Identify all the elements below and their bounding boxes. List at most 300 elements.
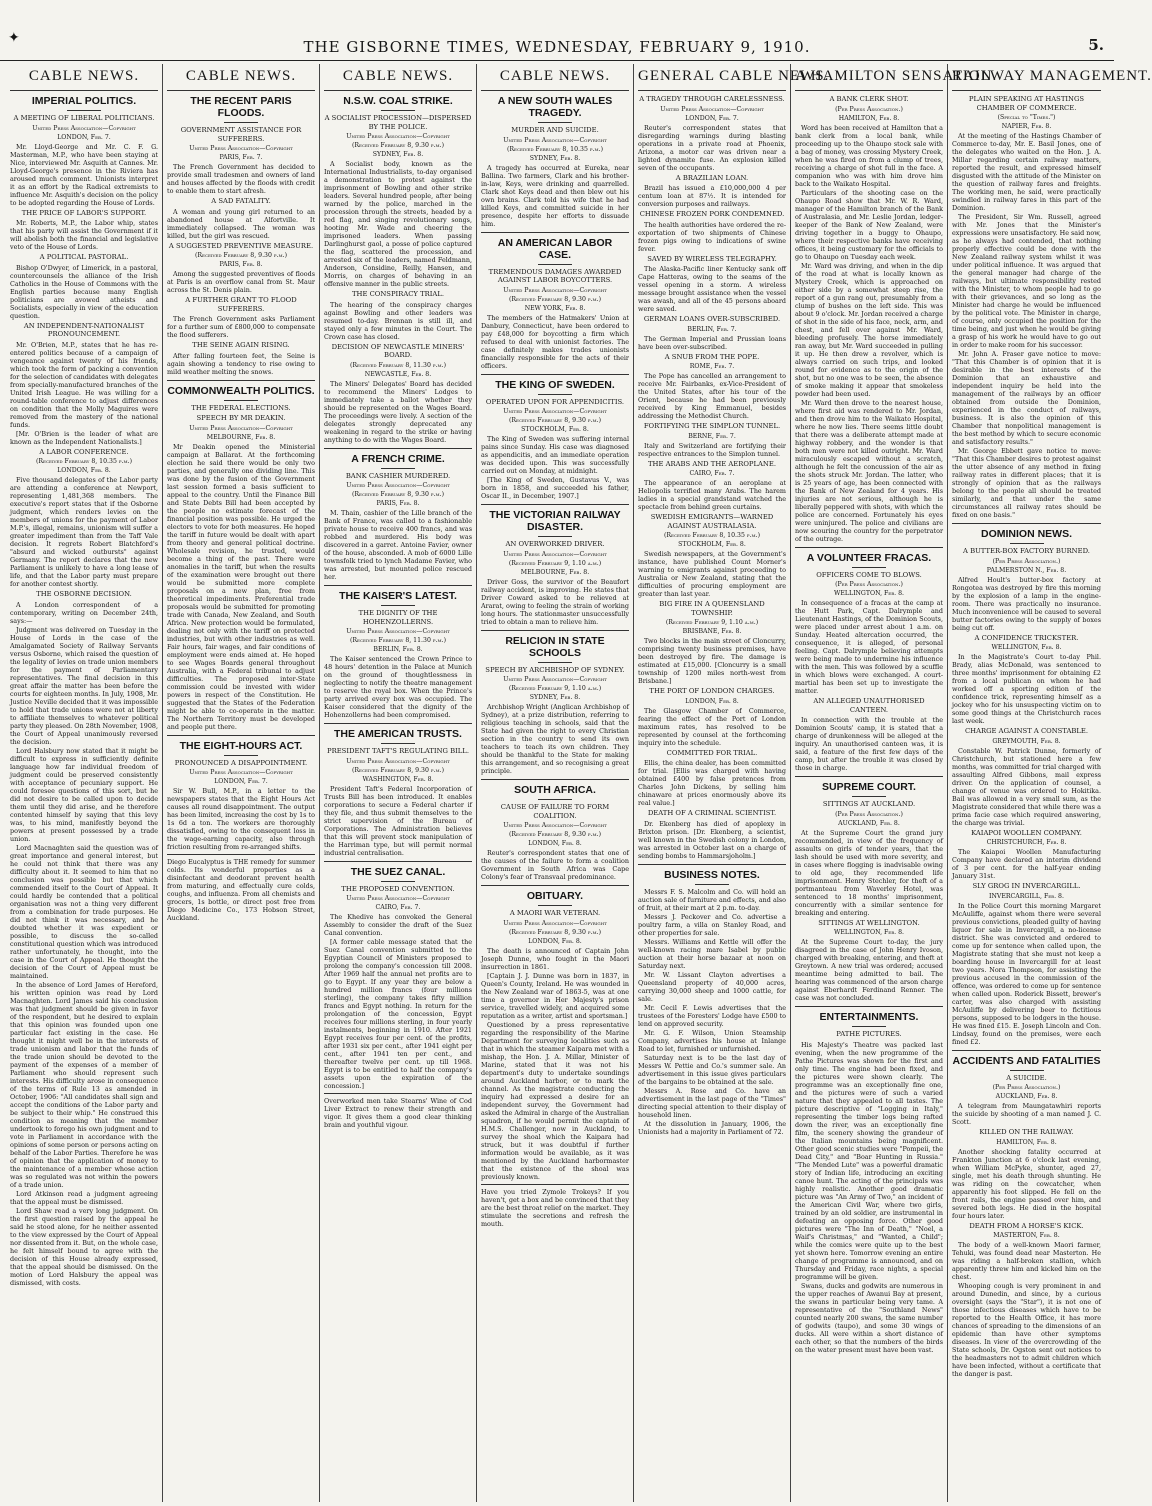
headline-rule [1010,543,1044,544]
dateline: United Press Association—Copyright [503,676,607,683]
subheading: DEATH FROM A HORSE'S KICK. [969,1221,1084,1230]
paragraph: The Khedive has convoked the General Assembly to consider the draft of the Suez Canal convention. [324,913,472,937]
column-7 [948,64,1152,1502]
dateline: (Received February 8, 11.30 p.m.) [349,361,447,369]
dateline: United Press Association—Copyright [346,482,450,489]
paragraph: The Miners' Delegates' Board has decided to recommend the Miners' Lodges to immediately take a ballot whether they should be represented on the Wages Board. The proceedings were lively. A section of the delegates strongly deprecated any weakening in regard to the strike or having anything to do with the Wages Board. [324,379,472,444]
paragraph: Judgment was delivered on Tuesday in the House of Lords in the case of the Amalgamated Society of Railway Servants versus Osborne, which raised the question of the legality of levies on trade union members for the payment of Parliamentary representatives. The final decision in this great affair the matter has been before the courts for eighteen months. In July, 1908, Mr. Justice Neville decided that it was impossible to hold that trade unions were not at liberty to affiliate themselves to whatever political party they pleased. On 28th November, 1908, the Court of Appeal unanimously reversed the decision. [10,625,158,746]
dateline: United Press Association—Copyright [503,286,607,294]
column-body [10,95,158,1287]
subheading: A LABOR CONFERENCE. [39,447,129,456]
headline-rule [381,605,415,606]
dateline: STOCKHOLM, Feb. 8. [521,426,589,433]
column-header: CABLE NEWS. [481,64,629,91]
headline-rule [695,884,729,885]
dateline: HAMILTON, Feb. 8. [996,1138,1057,1146]
dateline: (Received February 8, 9.30 p.m.) [351,142,445,149]
article-divider [481,232,629,233]
dateline: CAIRO, Feb. 7. [375,904,421,911]
paragraph: The health authorities have ordered the re-exportation of two shipments of Chinese frozen pigs owing to indications of swine fever. [638,220,786,253]
paragraph: The body of a well-known Maori farmer, Tehuki, was found dead near Masterton. He was riding a half-broken stallion, which apparently threw him and kicked him on the chest. [952,1241,1101,1281]
dateline: (Received February 8, 9.30 p.m.) [194,252,288,259]
paragraph: Mr. W. Lissant Clayton advertises a Queensland property of 40,000 acres, carrying 30,000 sheep and 1000 cattle, for sale. [638,970,786,1003]
subheading: SITTINGS AT AUCKLAND. [822,800,916,808]
subheading: THE PRICE OF LABOR'S SUPPORT. [21,208,147,217]
dateline: BRISBANE, Feb. 8. [682,628,742,635]
dateline: United Press Association—Copyright [32,124,136,132]
dateline: MELBOURNE, Feb. 8. [520,568,590,576]
advertisement: Overworked men take Stearns' Wine of Cod Liver Extract to renew their strength and vigor. It gives them a good clear thinking brain and youthful vigour. [324,1093,472,1129]
article-divider [795,1006,943,1007]
subheading: MURDER AND SUICIDE. [511,126,599,134]
dateline: (Received February 8, 9.30 p.m.) [508,928,602,936]
headline-rule [538,536,572,537]
subheading: DECISION OF NEWCASTLE MINERS' BOARD. [331,342,465,359]
subheading: BANK CASHIER MURDERED. [345,471,451,480]
subheading: THE ARABS AND THE AEROPLANE. [647,459,776,468]
paragraph: The members of the Hatmakers' Union at Danbury, Connecticut, have been ordered to pay £48,000 for boycotting a firm which refused to deal with unionist factories. The case definitely makes trades unionists financially responsible for the acts of their officers. [481,313,629,370]
headline-rule [381,468,415,469]
dateline: HAMILTON, Feb. 8. [838,114,900,122]
subheading: A BUTTER-BOX FACTORY BURNED. [963,547,1090,555]
paragraph: Sir W. Bull, M.P., in a letter to the newspapers states that the Eight Hours Act causes all round disappointment. The output has been limited, increasing the cost by 1s to 1s 6d a ton. The workers are thoroughly dissatisfied, owing to the consequent loss in the wage-earning capacity, also through friction resulting from re-arranged shifts. [167,787,315,851]
dateline: United Press Association—Copyright [346,895,450,902]
article-divider [167,380,315,381]
paragraph: Five thousand delegates of the Labor party are attending a conference at Newport, representing 1,481,368 members. The executive's report states that if the Osborne judgment, which renders levies on the members of unions for the payment of Labor M.P.'s, illegal, remains, unionism will suffer a greater impediment than from the Taff Vale decision. It regrets Robert Blatchford's "absurd and wicked outbursts" against Germany. The report declares that the new Parliament is unlikely to have a long lease of life, and that the Labor party must prepare for another contest shortly. [10,476,158,588]
article-divider [167,735,315,736]
subheading: OPERATED UPON FOR APPENDICITIS. [485,397,625,406]
paragraph: Italy and Switzerland are fortifying their respective entrances to the Simplon tunnel. [638,441,786,458]
subheading: GOVERNMENT ASSISTANCE FOR SUFFERERS. [180,126,302,143]
paragraph: Mr. Ward was driving, and when in the dip of the road at what is locally known as Mystery Creek, which is approached on either side by a somewhat steep rise, the report of a gun rang out, presumably from a clump of bushes on the left side. This was about 9 o'clock. Mr. Jordan received a charge of shot in the side of his face, neck, arm, and chest, and fell over against Mr. Ward, bleeding profusely. The horse immediately ran away, but Mr. Ward succeeded in pulling it up. He then drew a revolver, which is always carried on such trips, and looked round for evidence as to the origin of the shot, but no one was to be seen, the absence of smoke making it appear that smokeless powder had been used. [795,261,943,398]
headline: N.S.W. COAL STRIKE. [343,95,453,107]
subheading: A BRAZILIAN LOAN. [675,173,749,182]
paragraph: Mr. John A. Fraser gave notice to move: "That this Chamber is of opinion that it is desirable in the best interests of the Dominion that an exhaustive and independent inquiry be held into the management of the railways by an officer obtained from outside the Dominion, experienced in the conduct of railways, business. It is also the opinion of this Chamber that nonpolitical management is the best method by which to secure economic and satisfactory results." [952,350,1101,446]
paragraph: At the Supreme Court to-day, the jury disagreed in the case of John Henry Ivoson, charged with breaking, entering, and theft at Greytown. A new trial was ordered; accused meantime being admitted to bail. The hearing was commenced of the arson charge against Eberhardt Ferdinand Renner. The case was not concluded. [795,938,943,1002]
subheading: BIG FIRE IN A QUEENSLAND TOWNSHIP. [659,600,765,617]
paragraph: Saturday next is to be the last day of Messrs W. Pettie and Co.'s summer sale. An advertisement in this issue gives particulars of the bargains to be obtained at the sale. [638,1053,786,1086]
subheading: THE DIGNITY OF THE HOHENZOLLERNS. [358,609,438,626]
dateline: PARIS, Feb. 8. [219,261,263,268]
paragraph: The French Government has decided to provide small tradesmen and owners of land and houses affected by the floods with credit to enable them to start afresh. [167,163,315,195]
article-divider [324,861,472,862]
dateline: WELLINGTON, Feb. 8. [991,644,1062,651]
paragraph: The death is announced of Captain John Joseph Dunne, who fought in the Maori insurrection in 1861. [481,946,629,971]
paragraph: Mr. Roberts, M.P., the Labor whip, states that his party will assist the Government if it will abolish both the financial and legislative veto of the House of Lords. [10,219,158,251]
paragraph: [The King of Sweden, Gustavus V., was born in 1858, and succeeded his father, Oscar II., in December, 1907.] [481,476,629,500]
subheading: CHINESE FROZEN PORK CONDEMNED. [639,210,785,218]
dateline: CHRISTCHURCH, Feb. 8. [986,839,1067,846]
subheading: PRONOUNCED A DISAPPOINTMENT. [174,758,308,767]
article-divider [324,448,472,449]
headline-rule [1010,1070,1044,1071]
column-4 [477,64,634,1502]
article-divider [795,776,943,777]
column-header: RAILWAY MANAGEMENT. [952,64,1101,91]
dateline: AUCKLAND, Feb. 8. [995,1093,1058,1100]
headline: THE VICTORIAN RAILWAY DISASTER. [489,509,621,533]
paragraph: Messrs F. S. Malcolm and Co. will hold an auction sale of furniture and effects, and also of fruit, at their mart at 2 p.m. to-day. [638,887,786,912]
article-divider [324,585,472,586]
dateline: WASHINGTON, Feb. 8. [362,775,434,783]
subheading: A MAORI WAR VETERAN. [509,909,601,917]
dateline: NEW YORK, Feb. 8. [524,304,586,312]
dateline: CAIRO, Feb. 7. [689,470,735,477]
paragraph: The Kaiapoi Woollen Manufacturing Company have declared an interim dividend of 3 per cent. for the half-year ending January 31st. [952,848,1101,880]
subheading: A MEETING OF LIBERAL POLITICIANS. [13,114,155,122]
headline-rule [852,1026,886,1027]
paragraph: President Taft's Federal Incorporation of Trusts Bill has been introduced. It enables corporations to secure a Federal charter if they file, and thus submit themselves to the strict supervision of the Bureau of Corporations. The Administration believes that this will prevent stock manipulation of the Harriman type, but will permit normal industrial centralisation. [324,784,472,857]
paragraph: Word has been received at Hamilton that a bank clerk from a local bank, while proceeding up to the Ohaupo stock sale with a bag of money, was crossing Mystery Creek, when he was fired on from a clump of trees, receiving a charge of shot full in the face. A companion who was with him drove him back to the Waikato Hospital. [795,123,943,188]
dateline: LONDON, Feb. 7. [57,133,111,141]
headline-rule [538,662,572,663]
headline-rule [538,122,572,123]
subheading: A BANK CLERK SHOT. [829,95,909,103]
article-divider [481,504,629,505]
subheading: KILLED ON THE RAILWAY. [979,1128,1074,1136]
article-divider [638,864,786,865]
article-divider [952,523,1101,524]
article-divider [324,723,472,724]
dateline: LONDON, Feb. 8. [528,840,582,847]
paragraph: Questioned by a press representative regarding the responsibility of the Marine Department for surveying localities such as that in which the steamer Kaipara met with a mishap, the Hon. J. A. Millar, Minister of Marine, stated that it was not his department's duty to undertake soundings around Auckland harbor, or to mark the channel. As the magistrate conducting the inquiry had expressed a desire for an independent survey, the Government had asked the Admiral in charge of the Australian squadron, if he would permit the captain of H.M.S. Challenger, now in Auckland, to survey the shoal which the Kaipara had struck, but it was doubtful if further information would be available, as it was mentioned by the Auckland harbormaster that the existence of the shoal was previously known. [481,1020,629,1181]
dateline: United Press Association—Copyright [503,822,607,829]
paragraph: At the meeting of the Hastings Chamber of Commerce to-day, Mr. E. Basil Jones, one of the delegates who waited on the Hon. J. A. Millar regarding certain railway matters, reported the result, and expressed himself disgusted with the attitude of the Minister on the question of railway fares and freights. The working men, he said, were practically swindled in railway fares in this part of the Dominion. [952,132,1101,212]
column-header: CABLE NEWS. [167,64,315,91]
dateline: MASTERTON, Feb. 8. [993,1232,1060,1239]
column-body [795,95,943,1354]
dateline: LONDON, Feb. 8. [528,937,582,945]
dateline: United Press Association—Copyright [503,408,607,415]
column-header: A HAMILTON SENSATION. [795,64,943,91]
subheading: THE FEDERAL ELECTIONS. [191,403,291,412]
subheading: COMMITTED FOR TRIAL. [666,748,758,757]
subheading: OFFICERS COME TO BLOWS. [816,570,922,579]
headline: IMPERIAL POLITICS. [31,95,137,107]
paragraph: Driver Goss, the survivor of the Beaufort railway accident, is improving. He states that Driver Coward asked to be relieved at Ararat, owing to feeling the strain of working long hours. The stationmaster unsuccessfully tried to obtain a man to relieve him. [481,577,629,626]
paragraph: After falling fourteen feet, the Seine is again showing a tendency to rise owing to mild weather melting the snows. [167,351,315,376]
headline-rule [538,799,572,800]
dateline: LONDON, Feb. 7. [685,114,739,122]
subheading: A POLITICAL PASTORAL. [39,253,129,261]
column-body [167,95,315,922]
headline-rule [538,905,572,906]
subheading: THE PORT OF LONDON CHARGES. [649,687,775,695]
dateline: SYDNEY, Feb. 8. [372,151,424,158]
headline: SOUTH AFRICA. [514,784,596,796]
subheading: SAVED BY WIRELESS TELEGRAPHY. [647,254,777,263]
subheading: A SUGGESTED PREVENTIVE MEASURE. [168,241,314,250]
subheading: KAIAPOI WOOLLEN COMPANY. [971,828,1082,837]
dateline: United Press Association—Copyright [346,757,450,765]
paragraph: Constable W. Patrick Dunne, formerly of Christchurch, but stationed here a few months, was committed for trial charged with assaulting Alfred Gibbons, mail express driver. On the application of counsel, a change of venue was ordered to Hokitika. Bail was allowed in a very small sum, as the Magistrate considered that while there was a prima facie case which required answering, the charge was trivial. [952,746,1101,827]
article-divider [952,1050,1101,1051]
dateline: United Press Association—Copyright [189,424,293,432]
dateline: STOCKHOLM, Feb. 8. [678,541,746,548]
column-1 [6,64,163,1502]
paragraph: Mr. Cecil F. Lewis advertises that the trustees of the Foresters' Lodge have £500 to lend on approved security. [638,1003,786,1028]
paragraph: Mr. G. F. Wilson, Union Steamship Company, advertises his house at Inlange Road to let, furnished or unfurnished. [638,1028,786,1053]
subheading: CHARGE AGAINST A CONSTABLE. [964,727,1089,735]
paragraph: The King of Sweden was suffering internal pains since Sunday. His case was diagnosed as appendicitis, and an immediate operation was decided upon. This was successfully carried out on Monday, at midnight. [481,435,629,475]
column-6 [791,64,998,1502]
dateline: ROME, Feb. 7. [689,363,735,370]
paragraph: Lord Shaw read a very long judgment. On the first question raised by the appeal he said he stood alone, for he neither assented to the view expressed by the Court of Appeal nor dissented from it. But, on the whole case, he felt himself bound to agree with the decision of this House already expressed, that the appeal should be dismissed. On the motion of Lord Halsbury the appeal was dismissed, with costs. [10,1206,158,1287]
column-3 [320,64,477,1502]
dateline: United Press Association—Copyright [346,628,450,635]
paragraph: A telegram from Maungatawhiri reports the suicide by shooting of a man named J. C. Scott. [952,1102,1101,1126]
dateline: United Press Association—Copyright [660,105,764,113]
paragraph: [A former cable message stated that the Suez Canal convention submitted to the Egyptian Council of Ministers proposed to prolong the company's concession till 2008. After 1969 half the annual net profits are to go to Egypt. If any year they are below a hundred million francs (four millions sterling), the company takes fifty million francs and Egypt nothing. In return for the prolongation of the concession, Egypt receives four millions sterling, in four yearly instalments, beginning in 1910. After 1921 Egypt receives four per cent. of the profits, after 1931 six per cent., after 1941 eight per cent., after 1941 ten per cent., and thereafter twelve per cent. up till 1968. Egypt is to be entitled to half the company's assets upon the expiration of the concession.] [324,938,472,1090]
dateline: (Received February 8, 10.35 p.m.) [506,145,604,153]
headline: THE AMERICAN TRUSTS. [334,728,462,740]
subheading: AN ALLEGED UNAUTHORISED CANTEEN. [813,697,925,714]
subheading: THE SEINE AGAIN RISING. [192,341,290,349]
dateline: (Received February 8, 10.35 p.m.) [35,458,133,465]
subheading: SPEECH BY ARCHBISHOP OF SYDNEY. [485,665,625,674]
column-body [481,95,629,1228]
paragraph: The President, Sir Wm. Russell, agreed with Mr. Jones that the Minister's expressions were unsatisfactory. He said now, as he always had contended, that nothing properly effective could be done with the New Zealand railway system whilst it was under political influence. It was argued that the general manager had charge of the railways, but ultimate responsibility rested with the Minister, to whom people had to go with their grievances, and so long as the Minister had charge he would be influenced by the political vote. The Minister in charge, of course, only occupied the position for the time being, and just when he would be giving a grasp of his work he would have to go out in order to make room for his successor. [952,213,1101,349]
dateline: NEWCASTLE, Feb. 8. [364,370,432,378]
paragraph: Alfred Hoult's butter-box factory at Rongotea was destroyed by fire this morning by the explosion of a lamp in the engine-room. There was practically no insurance. Much inconvenience will be caused to several butter factories owing to the supply of boxes being cut off. [952,575,1101,632]
paragraph: In consequence of a fracas at the camp at the Hutt Park, Capt. Dalrymple and Lieutenant Hastings, of the Dominion Scouts, were placed under arrest about 1 a.m. on Sunday. Heated altercation occurred, the consequence, it is alleged, of personal feeling. Capt. Dalrymple believing attempts were being made to undermine his influence with the men. This was followed by a scuffle in which blows were exchanged. A court-martial has been set up to investigate the matter. [795,599,943,695]
column-header: CABLE NEWS. [10,64,158,91]
dateline: (Received February 8, 11.30 p.m.) [349,637,447,644]
subheading: SLY GROG IN INVERCARGILL. [972,882,1081,890]
dateline: (Received February 8, 9.30 p.m.) [508,295,602,303]
headline: AN AMERICAN LABOR CASE. [497,236,613,261]
paragraph: A tragedy has occurred at Eureka, near Ballina. Two farmers, Clark and his brother-in-law, Keys, were drinking and quarrelled. Clark shot Keys dead and then blew out his own brains. Clark told his wife that he had killed Keys, and committed suicide in her presence, despite her efforts to dissuade him. [481,163,629,228]
headline-rule [381,881,415,882]
paragraph: Lord Atkinson read a judgment agreeing that the appeal must be dismissed. [10,1189,158,1206]
paragraph: Mr Deakin opened the Ministerial campaign at Ballarat. At the forthcoming election he said there would be only two parties, and generally one dividing line. This was done by the fusion of the Government last session formed a basis sufficient to appeal to the country. Until the Finance Bill and State Debts Bill had been accepted by the people no estimate forecast of the financial position was possible. He urged the electors to vote for both measures. He hoped the tariff in future would be dealt with apart from theory and general political doctrine. Wholesale revision, he trusted, would become a thing of the past. There were anomalies in the tariff, but when the results of the examination were brought out there would be submitted more complete proposals on a new plan, free from theoretical impediments. Preferential trade proposals would be submitted for promoting trade with Canada, New Zealand, and South Africa. New protection would be formulated, dealing not only with the tariff on protected industries, but with other industries as well. Fair hours, fair wages, and fair conditions of employment were ends aimed at. He hoped to see Wages Boards general throughout Australia, with a Federal tribunal to adjust difficulties. The proposed inter-State commission could be invested with wider powers in respect of the Constitution. He suggested that the States of the Federation might be able to co-operate in the matter. The Northern Territory must be developed and people put there. [167,442,315,731]
article-divider [481,885,629,886]
column-header: GENERAL CABLE NEWS. [638,64,786,91]
dateline: AUCKLAND, Feb. 8. [838,819,900,827]
dateline: GREYMOUTH, Feb. 8. [992,737,1061,745]
dateline: (Received February 8, 9.30 p.m.) [508,831,602,838]
column-body [952,95,1101,1378]
dateline: WELLINGTON, Feb. 8. [833,929,905,936]
paragraph: Reuter's correspondent states that disregarding warnings during blasting operations in a private road at Phoenix, Arizona, a motor car was driven near a lighted dynamite fuse. An explosion killed seven of the occupants. [638,123,786,172]
dateline: (Per Press Association.) [992,557,1061,565]
masthead-title: THE GISBORNE TIMES, WEDNESDAY, FEBRUARY 9, 1910. [303,38,811,56]
dateline: (Per Press Association.) [992,1084,1061,1091]
paragraph: A London correspondent of a contemporary, writing on December 24th, says:— [10,600,158,625]
subheading: SPEECH BY MR DEAKIN. [196,414,286,422]
paragraph: Archbishop Wright (Anglican Archbishop of Sydney), at a prize distribution, referring to religious teaching in schools, said that the State had given the right to every Christian section in the country to send its own teachers to teach its own children. They should be thankful to the State for making this arrangement, and so recognising a great principle. [481,703,629,775]
headline-rule [224,400,258,401]
paragraph: Among the suggested preventives of floods at Paris is an overflow canal from St. Maur across the St. Denis plain. [167,270,315,294]
paragraph: [Captain J. J. Dunne was born in 1837, in Queen's County, Ireland. He was wounded in the New Zealand war of 1863-5, was at one time a governor in Her Majesty's prison service, travelled widely, and acquired some reputation as a writer, artist and sportsman.] [481,971,629,1020]
headline-rule [852,796,886,797]
paragraph: In the absence of Lord James of Hereford, his written opinion was read by Lord Macnaghten. Lord James said his conclusion was that judgment should be given in favor of the respondent, but he desired to explain that this opinion was founded upon one particular fact existing in the case. He thought it might well be in the interests of trade unionism and labor that the funds of the trade union should be devoted to the payment of the expenses of a member of Parliament who should represent such interests. His difficulty arose in consequence of the terms of Rule 13 as amended in October, 1906: "All candidates shall sign and accept the conditions of the Labor party and be subject to their whip." He construed this condition as meaning that the member undertook to forego his own judgment and to vote in Parliament in accordance with the opinions of some person or persons acting on behalf of the Labor Parties. Therefore he was of opinion that the application of money to the maintenance of a member whose action was so regulated was not within the powers of a trade union. [10,980,158,1189]
dateline: United Press Association—Copyright [503,550,607,558]
column-5 [634,64,830,1502]
paragraph: Dr. Ekenberg has died of apoplexy in Brixton prison. [Dr. Ekenberg, a scientist, well known in the Swedish colony in London, was arrested in October last on a charge of sending bombs to Hammarsjoholm.] [638,819,786,860]
dateline: PARIS, Feb. 8. [376,500,420,507]
headline: BUSINESS NOTES. [664,868,760,881]
paragraph: His Majesty's Theatre was packed last evening, when the new programme of the Pathe Pictures was shown for the first and only time. The engine had been fixed, and the pictures were shown clearly. The programme was an exceptionally fine one, and the pictures were of such a varied nature that they appealed to all tastes. The picture descriptive of "Logging in Italy," representing the timber logs being rafted down the river, was an exceptionally fine film, the scenery showing the grandeur of the Italian mountains being magnificent. Other good scenic studies were "Pompeii, the Dead City," and "Boar Hunting in Russia." "The Mended Lute" was a powerful dramatic story of Indian life, introducing an exciting canoe hunt. The acting of the principals was highly realistic. Another good dramatic picture was "An Army of Two," an incident of the American Civil War, where two girls, trained by an old soldier, are instrumental in defeating an opposing force. Other good pictures were "The Inn of Death," "Noel, a Waif's Christmas," and "Wanted, a Child"; while the comics were quite up to the best yet shown here. Tomorrow evening an entire change of programme is announced, and on Thursday and Friday, race nights, a special programme will be given. [795,1040,943,1281]
dateline: BERNE, Feb. 7. [688,432,736,440]
headline: THE KING OF SWEDEN. [495,378,615,391]
dateline: PARIS, Feb. 7. [219,154,263,161]
article-divider [481,630,629,631]
paragraph: Mr. Lloyd-George and Mr. C. F. G. Masterman, M.P., who have been staying at Nice, interviewed Mr. Asquith at Cannes. Mr. Lloyd-George's presence in the Riviera has aroused much comment. Unionists interpret it as an effort by the Radical extremists to influence Mr. Asquith's decision on the policy to be adopted regarding the House of Lords. [10,142,158,207]
headline: RELICION IN STATE SCHOOLS [505,634,605,659]
dateline: (Received February 8, 9.30 p.m.) [351,766,445,774]
headline: A VOLUNTEER FRACAS. [806,551,932,564]
paragraph: The Kaiser sentenced the Crown Prince to 48 hours' detention in the Palace at Munich on the ground of thoughtlessness in neglecting to notify the theatre management to reserve the royal box. When the Prince's party arrived every box was occupied. The Kaiser considered that the dignity of the Hohenzollerns had been compromised. [324,655,472,719]
paragraph: The German Imperial and Prussian loans have been over-subscribed. [638,334,786,351]
headline-rule [224,122,258,123]
subheading: A SOCIALIST PROCESSION—DISPERSED BY THE POLICE. [324,114,472,131]
paragraph: Mr. O'Brien, M.P., states that he has re-entered politics because of a campaign of vengeance against twenty of his friends, which took the form of packing a convention for the selection of candidates with delegates from specially-manufactured branches of the United Irish League. He was willing for a round-table conference to adjust differences on condition that the Molly Maguires were removed from the mastery of the national funds. [10,340,158,429]
paragraph: Whooping cough is very prominent in and around Dunedin, and since, by a curious oversight (says the "Star"), it is not one of those infectious diseases which have to be reported to the Health Office, it has more chances of spreading to the dimensions of an epidemic than have other symptoms diseases. In view of the overcrowding of the State schools, Dr. Ogston sent out notices to the headmasters not to admit children which have been infected, without a certificate that the danger is past. [952,1282,1101,1378]
paragraph: Bishop O'Dwyer, of Limerick, in a pastoral, countercounsels the alliance of the Irish Catholics in the House of Commons with the English parties because many English politicians are avowed atheists and Socialists, especially in view of the education question. [10,263,158,320]
dateline: United Press Association—Copyright [346,133,450,140]
headline-rule [381,743,415,744]
paragraph: The Glasgow Chamber of Commerce, fearing the effect of the Port of London maximum rates, has resolved to be represented by counsel at the forthcoming inquiry into the schedule. [638,706,786,747]
dateline: MELBOURNE, Feb. 8. [206,433,276,441]
paragraph: The Pope has cancelled an arrangement to receive Mr. Fairbanks, ex-Vice-President of the United States, after his tour of the Orient, because he had been previously received by King Emmanuel, besides addressing the Methodist Church. [638,372,786,420]
headline-rule [852,567,886,568]
paragraph: Another shocking fatality occurred at Frankton Junction at 6 o'clock last evening, when William McPyke, shunter, aged 27, single, met his death through shunting. He was riding on the cowcatcher, when apparently his foot slipped. He fell on the front rails, the engine passed over him, and severed both legs. He died in the hospital four hours later. [952,1147,1101,1220]
paragraph: At the dissolution in January, 1906, the Unionists had a majority in Parliament of 72. [638,1119,786,1136]
headline: A FRENCH CRIME. [351,452,445,465]
subheading: A SAD FATALITY. [211,197,271,205]
subheading: PRESIDENT TAFT'S REGULATING BILL. [327,747,469,755]
dateline: (Per Press Association.) [835,810,903,818]
dateline: (Received February 9, 1.10 a.m.) [508,559,602,567]
paragraph: Ellis, the china dealer, has been committed for trial. [Ellis was charged with having obtained £400 by false pretences from Charles John Dickens, by selling him chinaware at prices enormously above its real value.] [638,759,786,807]
paragraph: Swans, ducks and godwits are numerous in the upper reaches of Awanui Bay at present, the swans in particular being very tame. A representative of the "Southland News" counted nearly 200 swans, the same number of godwits (taupo), and some 30 wings of ducks. All were within a short distance of each other, so that the numbers of the birds on the water present must have been vast. [795,1281,943,1354]
subheading: CAUSE OF FAILURE TO FORM COALITION. [500,803,610,820]
dateline: United Press Association—Copyright [503,136,607,144]
dateline: (Special to "Times.") [997,114,1056,121]
subheading: SWEDISH EMIGRANTS—WARNED AGAINST AUSTRALASIA. [650,513,774,530]
subheading: PATHE PICTURES. [836,1030,902,1038]
dateline: LONDON, Feb. 7. [214,778,268,785]
dateline: LONDON, Feb. 8. [57,467,111,474]
headline: SUPREME COURT. [822,781,916,793]
subheading: SITTINGS AT WELLINGTON. [818,918,920,927]
subheading: TREMENDOUS DAMAGES AWARDED AGAINST LABOR BOYCOTTERS. [488,267,622,284]
headline-rule [224,755,258,756]
subheading: AN INDEPENDENT-NATIONALIST PRONOUNCEMENT. [23,321,145,338]
paragraph: At the Supreme Court the grand jury recommended, in view of the frequency of assaults on girls of tender years, that the lash should be used with more severity, and in cases where flogging is inadvisable owing to old age, they recommended life imprisonment. Henry Stechler, for theft of a portmanteau from Waverley Hotel, was sentenced to 18 months' imprisonment, concurrently with a similar sentence for breaking and entering. [795,828,943,917]
headline: OBITUARY. [526,890,584,902]
paragraph: Messrs J. Peckover and Co. advertise a poultry farm, a villa on Stanley Road, and other properties for sale. [638,912,786,937]
paragraph: Messrs A. Rose and Co. have an advertisement in the last page of the "Times" directing special attention to their display of household linen. [638,1086,786,1119]
advertisement: Have you tried Zymole Trokeys? If you haven't, get a box and be convinced that they are the best throat relief on the market. They stimulate the secretions and refresh the mouth. [481,1184,629,1228]
paragraph: Mr. George Ebbett gave notice to move: "That this Chamber desires to protest against the utter absence of any method in fixing railway rates in different places; that it is strongly of opinion that as the railways belong to the people all should be treated similarly, and that under the same circumstances all railway rates should be fixed on one basis." [952,447,1101,519]
headline-rule [67,110,101,111]
masthead-mark: ✦ [8,30,20,46]
paragraph: M. Thain, cashier of the Lille branch of the Bank of France, was called to a fashionable private house to receive 400 francs, and was robbed and murdered. His body was discovered in a garret. Antoine Favier, owner of the house, absconded. A mob of 6000 Lille townsfolk tried to lynch Madame Favier, who was arrested, but mounted police rescued her. [324,509,472,581]
dateline: (Received February 9, 1.10 a.m.) [508,685,602,692]
subheading: THE PROPOSED CONVENTION. [341,884,455,893]
subheading: DEATH OF A CRIMINAL SCIENTIST. [647,809,777,817]
paragraph: Reuter's correspondent states that one of the causes of the failure to form a coalition Government in South Africa was Cape Colony's fear of Transvaal predominance. [481,849,629,881]
paragraph: Lord Halsbury now stated that it might be difficult to express in sufficiently definite language how far individual freedom of judgment could be preserved consistently with acceptance of pecuniary support. He could foresee questions of this sort, but he did not desire to be called upon to decide them until they did arise, and he therefore contented himself by saying that this levy was, to his mind, manifestly beyond the powers at present possessed by a trade union. [10,746,158,843]
headline: COMMONWEALTH POLITICS. [167,384,315,397]
subheading: A FURTHER GRANT TO FLOOD SUFFERERS. [185,296,297,313]
dateline: (Received February 8, 9.30 p.m.) [508,417,602,424]
headline: DOMINION NEWS. [981,528,1072,540]
paragraph: The Alaska-Pacific liner Kentucky sank off Cape Hatteras, owing to the seams of the vessel opening in a storm. A wireless message brought assistance when the vessel was awash, and all of the 45 persons aboard were saved. [638,265,786,313]
subheading: A CONFIDENCE TRICKSTER. [974,633,1079,642]
dateline: (Received February 8, 10.35 p.m.) [663,532,761,539]
dateline: BERLIN, Feb. 7. [687,325,737,333]
paragraph: In connection with the trouble at the Dominion Scouts' camp, it is stated that a charge of drunkenness will be alleged at the inquiry. An unauthorised canteen was, it is said, a feature of the first few days of the camp, but after the trouble it was closed by those in charge. [795,716,943,772]
paragraph: In the Police Court this morning Margaret McAuliffe, against whom there were several previous convictions, pleaded guilty of having liquor for sale in Invercargill, a no-license district. She was convicted and ordered to come up for sentence when called upon, the Magistrate stating that she must not keep a boarding house in Invercargill for at least two years. Nora Thompson, for assisting the previous accused in the commission of the offence, was ordered to come up for sentence when called upon. Roderick Bissett, brewer's carter, was also charged with assisting McAuliffe by delivering beer to fictitious persons, supposed to be lodgers in the house. He was fined £15. E. Joseph Lincoln and Con. Lindsay, found on the premises, were each fined £2. [952,901,1101,1046]
subheading: THE CONSPIRACY TRIAL. [351,290,444,298]
headline: THE KAISER'S LATEST. [339,590,457,602]
columns [6,64,1152,1502]
dateline: INVERCARGILL, Feb. 8. [989,892,1064,900]
dateline: PALMERSTON N., Feb. 8. [986,566,1067,574]
dateline: United Press Association—Copyright [503,919,607,927]
dateline: NAPIER, Feb. 8. [1001,123,1052,130]
headline: A NEW SOUTH WALES TRAGEDY. [497,95,613,119]
headline: THE RECENT PARIS FLOODS. [190,95,292,119]
headline-rule [538,394,572,395]
dateline: (Per Press Association.) [835,581,903,588]
dateline: BERLIN, Feb. 8. [373,646,423,653]
masthead [0,30,1114,61]
article-divider [795,547,943,548]
headline: ENTERTAINMENTS. [819,1011,919,1023]
subheading: A SNUB FROM THE POPE. [664,352,760,361]
paragraph: The French Government asks Parliament for a further sum of £800,000 to compensate the flood sufferers. [167,315,315,339]
column-header: CABLE NEWS. [324,64,472,91]
headline-rule [538,264,572,265]
paragraph: Two blocks in the main street of Cloncurry, comprising twenty business premises, have been destroyed by fire. The damage is estimated at £15,000. [Cloncurry is a small township of 1200 miles north-west from Brisbane.] [638,637,786,685]
subheading: THE OSBORNE DECISION. [36,590,132,598]
paragraph: A Socialist body, known as the International Industrialists, to-day organised a demonstration to protest against the imprisonment of Bowling and other strike leaders. Several hundred people, after being warned by the police, marched in the procession through the streets, headed by a red flag, and singing revolutionary songs, hooting Mr. Wade and cheering the imprisoned leaders. When passing Darlinghurst gaol, a posse of police captured the flag, scattered the procession, and arrested six of the leaders, named Feldmann, Anderson, Considine, Reilly, Hansen, and Morris, on charges of behaving in an offensive manner in the public streets. [324,160,472,288]
headline: THE SUEZ CANAL. [350,865,446,878]
dateline: United Press Association—Copyright [189,145,293,152]
paragraph: Mr. Ward then drove to the nearest house, where first aid was rendered to Mr. Jordan, and then drove him to the Waikato Hospital, where he now lies. There seems little doubt that there was a deliberate attempt made at highway robbery, and the wonder is that both men were not killed outright. Mr. Ward miraculously escaped without a scratch, although he felt the concussion of the air as the shots struck Mr. Jordan. The latter, who is 25 years of age, has been connected with the Bank of New Zealand for 4 years. His injuries are not serious, although he is liberally peppered with shots, with which the police are concerned. Fortunately his eyes were uninjured. The police and civilians are now scouring the country for the perpetrator of the outrage. [795,398,943,543]
dateline: LONDON, Feb. 8. [685,697,739,705]
headline-rule [381,110,415,111]
subheading: PLAIN SPEAKING AT HASTINGS CHAMBER OF COMMERCE. [968,95,1085,112]
headline: ACCIDENTS AND FATALITIES [952,1054,1101,1067]
paragraph: Swedish newspapers, at the Government's instance, have published Count Morner's warning to emigrants against proceeding to Australia or New Zealand, stating that the difficulties of procuring employment are greater than last year. [638,550,786,598]
advertisement: Diego Eucalyptus is THE remedy for summer colds. Its wonderful properties as a disinfectant and deodorant prevent health from maturing, and effectually cure colds, coughs, and influenza. From all chemists and grocers, 1s bottle, or direct post free from Diego Medicine Co., 173 Hobson Street, Auckland. [167,854,315,922]
dateline: (Received February 9, 1.10 a.m.) [665,619,759,626]
subheading: GERMAN LOANS OVER-SUBSCRIBED. [643,315,781,323]
paragraph: Messrs. Williams and Kettle will offer the well-known racing mare Isabel by public auction at their horse bazaar at noon on Saturday next. [638,937,786,970]
subheading: A TRAGEDY THROUGH CARELESSNESS. [639,95,785,103]
paragraph: Lord Macnaghten said the question was of great importance and general interest, but he could not think that there was any difficulty about it. It seemed to him that no conclusion was possible but that which commended itself to the Court of Appeal. It could hardly be contended that a political organisation was not a thing very different from a combination for trade purposes. He did not think it was necessary, and he doubted whether it was expedient or possible, to discuss the so-called constitutional question which was introduced rather unfortunately, he thought, into the case in the Court of Appeal. He thought the decision of the Court of Appeal must be maintained. [10,843,158,980]
dateline: SYDNEY, Feb. 8. [529,694,581,701]
dateline: (Per Press Association.) [835,105,903,113]
headline: THE EIGHT-HOURS ACT. [179,739,303,752]
paragraph: [Mr. O'Brien is the leader of what are known as the Independent Nationalists.] [10,429,158,446]
page-number: 5. [1088,36,1104,54]
paragraph: In the Magistrate's Court to-day Phil. Brady, alias McDonald, was sentenced to three months' imprisonment for obtaining £2 from a local publican on whom he had worked off a sporting edition of the confidence trick, representing himself as a jockey who for his unsuspecting victim on to some good things at the Christchurch races last week. [952,653,1101,725]
paragraph: The appearance of an aeroplane at Heliopolis terrified many Arabs. The harem ladies in a special grandstand watched the spectacle from behind green curtains. [638,479,786,511]
column-2 [163,64,320,1502]
subheading: AN OVERWORKED DRIVER. [505,540,605,548]
column-body [638,95,786,1136]
dateline: SYDNEY, Feb. 8. [529,154,581,162]
dateline: (Received February 8, 9.30 p.m.) [351,491,445,498]
dateline: WELLINGTON, Feb. 8. [833,590,905,597]
paragraph: Brazil has issued a £10,000,000 4 per centum loan at 87½. It is intended for conversion purposes and railways. [638,184,786,208]
